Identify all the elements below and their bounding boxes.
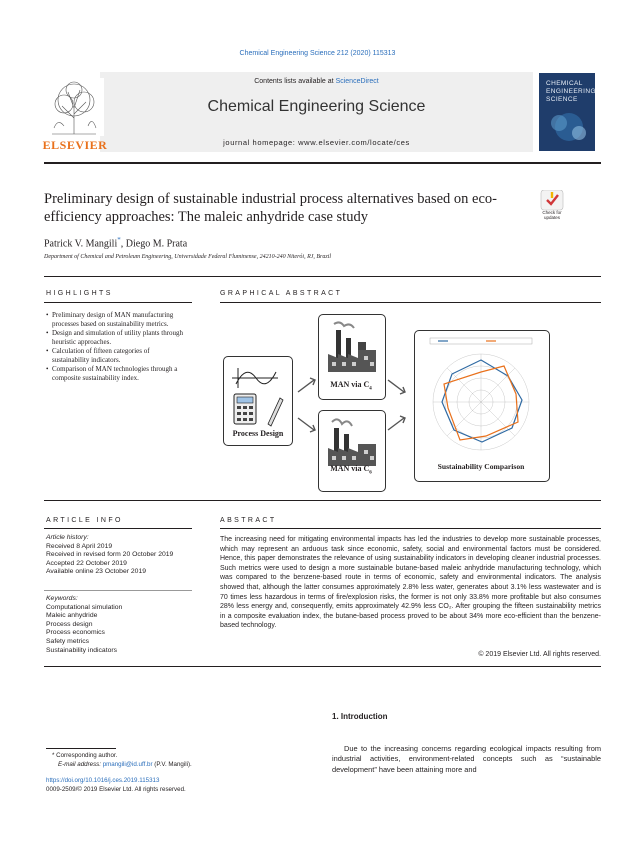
affiliation: Department of Chemical and Petroleum Engineering, Universidade Federal Fluminense, 24210-240 Niterói, RJ, Brazil <box>44 254 332 260</box>
header-rule <box>44 162 601 164</box>
issn-line: 0009-2509/© 2019 Elsevier Ltd. All rights reserved. <box>46 785 186 793</box>
arrow-icons-left <box>296 366 320 446</box>
abstract-heading: ABSTRACT <box>220 517 277 524</box>
email-link[interactable]: pmangili@id.uff.br <box>102 760 153 768</box>
journal-citation[interactable]: Chemical Engineering Science 212 (2020) 115313 <box>239 50 396 57</box>
doi-link[interactable]: https://doi.org/10.1016/j.ces.2019.115313 <box>46 777 160 784</box>
keyword: Process design <box>46 620 93 628</box>
highlight-item: • Calculation of fifteen categories of sustainability indicators. <box>46 347 186 365</box>
introduction-heading: 1. Introduction <box>332 712 388 721</box>
sciencedirect-link[interactable]: ScienceDirect <box>335 78 379 85</box>
radar-chart-icon <box>420 336 542 458</box>
highlights-heading: HIGHLIGHTS <box>46 290 113 297</box>
keyword: Computational simulation <box>46 603 123 611</box>
email-label: E-mail address: <box>58 760 103 768</box>
highlights-rule <box>44 302 192 303</box>
crossmark-label: Check for updates <box>542 210 562 220</box>
graphical-abstract-rule <box>220 302 601 303</box>
man-c4-text: MAN via C <box>330 380 370 389</box>
history-label: Article history: <box>46 534 89 541</box>
man-c6-subscript: 6 <box>369 470 372 476</box>
sustainability-label: Sustainability Comparison <box>437 462 525 471</box>
corresponding-author-note: * Corresponding author. <box>52 752 118 759</box>
highlight-item: • Preliminary design of MAN manufacturing processes based on sustainability metrics. <box>46 311 186 329</box>
arrow-icons-right <box>386 366 410 446</box>
footnote-rule <box>46 748 116 749</box>
abstract-text: The increasing need for mitigating environmental impacts has led the industries to develop more sustainable processes, which may represent an arduous task since economic, safety, social and environmental factors must be considered. Hence, this paper demonstrates the relevance of using sustainability indicators in developing cleaner industrial processes. Such metrics were used to design a more sustainable butane-based maleic anhydride manufacturing technology, which was compared to the benzene-based route in terms of economic, safety and environmental indicators. The analysis showed that, although the latter consumes approximately 2.8% less water, generates about 3.1% less wastewater and is 70 times less hazardous in terms of fire/explosion risks, the former is not only 33.8% more profitable but also consumes 28% less energy and, consequently, emits approximately 42.9% less CO₂. After grouping the fifteen sustainability metrics in a composite evaluation index, the butane-based process proved to be about 34% more eco-efficient than the benzene-based technology. <box>220 536 601 630</box>
factory-icon-c6 <box>324 416 380 468</box>
keyword: Sustainability indicators <box>46 646 118 654</box>
affiliation-rule <box>44 276 601 277</box>
man-c4-subscript: 4 <box>369 386 372 392</box>
highlight-item: • Design and simulation of utility plants through heuristic approaches. <box>46 329 186 347</box>
article-info-rule <box>44 528 192 529</box>
corresponding-mark[interactable]: * <box>117 236 121 244</box>
introduction-text: Due to the increasing concerns regarding ecological impacts resulting from industrial activities, environment-related concepts such as “sustainable development” have been attaining more and <box>332 744 601 774</box>
elsevier-wordmark[interactable]: ELSEVIER <box>42 138 108 152</box>
author-2[interactable]: , Diego M. Prata <box>120 238 188 250</box>
graphical-abstract-heading: GRAPHICAL ABSTRACT <box>220 290 343 297</box>
keywords-label: Keywords: <box>46 595 78 602</box>
abstract-rule <box>220 528 601 529</box>
article-info-heading: ARTICLE INFO <box>46 517 123 524</box>
man-c6-text: MAN via C <box>330 464 370 473</box>
author-list <box>44 236 187 249</box>
contents-prefix: Contents lists available at <box>254 78 336 85</box>
journal-homepage[interactable]: journal homepage: www.elsevier.com/locate/ces <box>223 138 410 147</box>
highlight-item: • Comparison of MAN technologies through a composite sustainability index. <box>46 365 186 383</box>
process-design-label: Process Design <box>232 429 284 438</box>
article-history <box>46 534 196 577</box>
journal-name[interactable]: Chemical Engineering Science <box>207 98 426 115</box>
keywords-block <box>46 595 196 655</box>
abstract-end-rule <box>44 666 601 667</box>
factory-icon-c4 <box>324 320 380 374</box>
keyword: Safety metrics <box>46 637 90 645</box>
abstract-copyright: © 2019 Elsevier Ltd. All rights reserved. <box>478 651 601 658</box>
history-item: Accepted 22 October 2019 <box>46 559 127 567</box>
process-design-icon <box>228 364 288 428</box>
keyword: Maleic anhydride <box>46 612 98 620</box>
man-c4-label <box>318 380 384 392</box>
cover-title: CHEMICAL ENGINEERING SCIENCE <box>546 80 596 103</box>
history-item: Available online 23 October 2019 <box>46 568 147 576</box>
graphical-abstract-figure[interactable] <box>220 306 601 496</box>
section-rule <box>44 500 601 501</box>
highlights-list <box>46 311 186 383</box>
history-item: Received in revised form 20 October 2019 <box>46 551 174 559</box>
footnote-block <box>46 752 286 794</box>
keywords-rule <box>44 590 192 591</box>
article-title: Preliminary design of sustainable industrial process alternatives based on eco-efficiency approaches: The maleic anhydride case study <box>44 191 497 225</box>
man-c6-label <box>318 464 384 476</box>
email-suffix: (P.V. Mangili). <box>152 760 192 768</box>
email-line <box>46 761 286 770</box>
author-1[interactable]: Patrick V. Mangili <box>44 238 118 250</box>
history-item: Received 8 April 2019 <box>46 542 113 550</box>
keyword: Process economics <box>46 629 105 637</box>
